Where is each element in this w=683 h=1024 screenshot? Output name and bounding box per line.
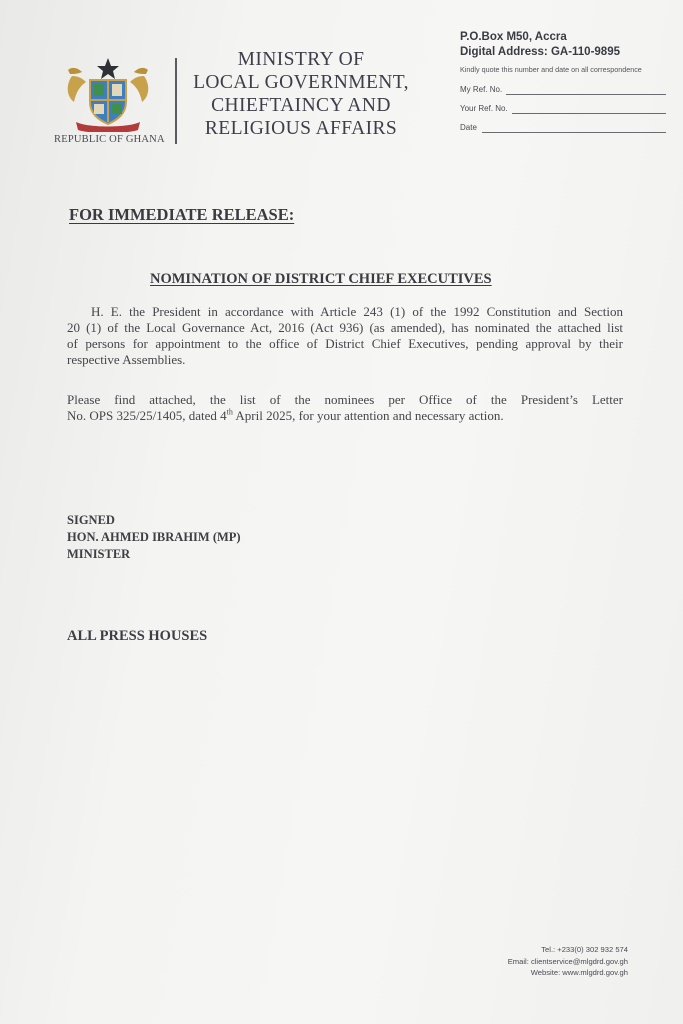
signature-block — [67, 512, 241, 563]
signatory-name: HON. AHMED IBRAHIM (MP) — [67, 530, 241, 544]
country-name: REPUBLIC OF GHANA — [54, 134, 165, 145]
contact-footer — [508, 944, 628, 979]
ministry-line: CHIEFTAINCY AND — [211, 95, 391, 116]
footer-tel: Tel.: +233(0) 302 932 574 — [541, 945, 628, 954]
paragraph-line: Please find attached, the list of the nominees per Office of the President’s Letter — [67, 392, 623, 407]
paragraph-line: respective Assemblies. — [67, 352, 186, 367]
paragraph-line: 20 (1) of the Local Governance Act, 2016 (Act 936) (as amended), has nominated the attached list — [67, 320, 623, 335]
my-ref-field — [460, 85, 502, 94]
header-divider — [175, 58, 177, 144]
address-block — [460, 30, 642, 74]
ministry-line: LOCAL GOVERNMENT, — [193, 72, 409, 93]
your-ref-line — [512, 113, 666, 114]
document-title: NOMINATION OF DISTRICT CHIEF EXECUTIVES — [150, 271, 492, 287]
ordinal-suffix: th — [226, 407, 233, 417]
date-field — [460, 123, 477, 132]
date-label: Date — [460, 123, 477, 132]
paragraph-text: April 2025, for your attention and necessary action. — [232, 408, 504, 423]
paragraph-line: of persons for appointment to the office of District Chief Executives, pending approval by their — [67, 336, 623, 351]
footer-website: Website: www.mlgdrd.gov.gh — [530, 968, 628, 977]
ministry-line: RELIGIOUS AFFAIRS — [204, 118, 398, 139]
my-ref-line — [506, 94, 666, 95]
signatory-role: MINISTER — [67, 547, 131, 561]
paragraph-2 — [67, 392, 623, 424]
ghana-coat-of-arms-icon — [62, 56, 154, 132]
your-ref-label: Your Ref. No. — [460, 104, 508, 113]
footer-email: Email: clientservice@mlgdrd.gov.gh — [507, 956, 628, 966]
paragraph-line — [67, 408, 623, 424]
signed-label: SIGNED — [67, 513, 115, 527]
release-heading: FOR IMMEDIATE RELEASE: — [69, 205, 295, 224]
my-ref-label: My Ref. No. — [460, 85, 503, 94]
your-ref-field — [460, 104, 508, 113]
date-line — [482, 132, 666, 133]
digital-address: Digital Address: GA-110-9895 — [460, 46, 620, 58]
po-box: P.O.Box M50, Accra — [460, 31, 567, 43]
ministry-name — [186, 48, 416, 140]
paragraph-line: H. E. the President in accordance with Article 243 (1) of the 1992 Constitution and Section — [91, 304, 623, 319]
ministry-line: MINISTRY OF — [237, 49, 365, 70]
quote-note: Kindly quote this number and date on all correspondence — [460, 65, 642, 74]
paragraph-text: No. OPS 325/25/1405, dated 4 — [67, 408, 227, 423]
recipient: ALL PRESS HOUSES — [67, 628, 208, 644]
paragraph-1 — [67, 304, 623, 368]
